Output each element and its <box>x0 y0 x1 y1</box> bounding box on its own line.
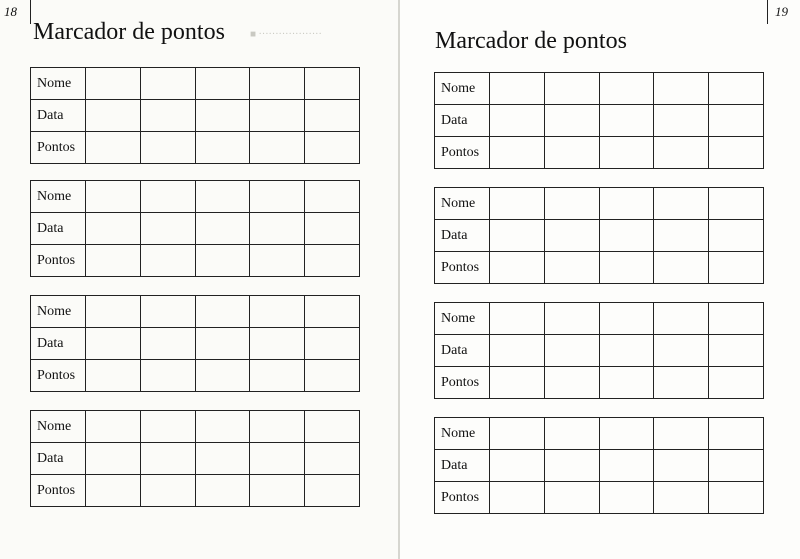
score-cell <box>140 100 195 132</box>
score-cell <box>599 105 654 137</box>
score-cell <box>654 335 709 367</box>
score-cell <box>250 411 305 443</box>
score-cell <box>86 443 141 475</box>
page-title: Marcador de pontos <box>33 19 225 45</box>
score-cell <box>599 418 654 450</box>
score-cell <box>305 181 360 213</box>
page-title: Marcador de pontos <box>435 28 627 54</box>
score-cell <box>305 296 360 328</box>
score-cell <box>709 220 764 252</box>
score-cell <box>195 475 250 507</box>
row-label-points: Pontos <box>435 367 490 399</box>
right-page <box>400 0 800 559</box>
score-cell <box>654 450 709 482</box>
row-label-date: Data <box>31 213 86 245</box>
score-cell <box>195 443 250 475</box>
score-cell <box>140 411 195 443</box>
score-cell <box>86 100 141 132</box>
score-card-8 <box>434 417 764 514</box>
score-cell <box>544 220 599 252</box>
row-label-name: Nome <box>31 411 86 443</box>
score-cell <box>490 418 545 450</box>
score-cell <box>140 296 195 328</box>
score-cell <box>86 181 141 213</box>
score-cell <box>86 296 141 328</box>
score-cell <box>140 181 195 213</box>
score-cell <box>709 303 764 335</box>
score-cell <box>599 303 654 335</box>
score-cell <box>544 418 599 450</box>
score-cell <box>250 132 305 164</box>
page-number-rule <box>30 0 31 24</box>
score-cell <box>544 105 599 137</box>
score-card-7 <box>434 302 764 399</box>
row-label-date: Data <box>435 105 490 137</box>
score-cell <box>709 73 764 105</box>
score-cell <box>654 367 709 399</box>
score-cell <box>195 296 250 328</box>
score-cell <box>140 328 195 360</box>
score-cell <box>195 68 250 100</box>
score-cell <box>490 367 545 399</box>
score-cell <box>195 328 250 360</box>
row-label-points: Pontos <box>31 475 86 507</box>
row-label-points: Pontos <box>435 252 490 284</box>
score-cell <box>86 360 141 392</box>
score-cell <box>250 360 305 392</box>
score-cell <box>654 482 709 514</box>
score-cell <box>250 245 305 277</box>
row-label-date: Data <box>435 220 490 252</box>
score-cell <box>654 303 709 335</box>
bleed-through-text: ■ ··················· <box>250 29 322 40</box>
score-cell <box>305 360 360 392</box>
score-cell <box>599 450 654 482</box>
row-label-name: Nome <box>435 188 490 220</box>
score-cell <box>654 105 709 137</box>
score-cell <box>490 137 545 169</box>
score-cell <box>195 360 250 392</box>
score-cell <box>140 360 195 392</box>
score-cell <box>195 411 250 443</box>
score-cell <box>140 132 195 164</box>
score-card-2 <box>30 180 360 277</box>
score-cell <box>709 188 764 220</box>
score-cell <box>709 482 764 514</box>
score-cell <box>599 137 654 169</box>
score-cell <box>86 213 141 245</box>
score-cell <box>490 450 545 482</box>
score-cell <box>305 443 360 475</box>
score-cell <box>599 252 654 284</box>
score-cell <box>599 73 654 105</box>
score-cell <box>490 105 545 137</box>
score-cell <box>654 418 709 450</box>
score-cell <box>250 475 305 507</box>
score-cell <box>140 68 195 100</box>
score-cell <box>599 482 654 514</box>
score-card-1 <box>30 67 360 164</box>
score-cell <box>709 450 764 482</box>
score-cell <box>709 367 764 399</box>
score-card-4 <box>30 410 360 507</box>
score-cell <box>490 188 545 220</box>
score-cell <box>305 132 360 164</box>
row-label-name: Nome <box>31 68 86 100</box>
page-number: 18 <box>4 4 17 19</box>
score-cell <box>86 132 141 164</box>
score-cell <box>195 245 250 277</box>
score-cell <box>544 482 599 514</box>
row-label-points: Pontos <box>31 360 86 392</box>
score-cell <box>709 252 764 284</box>
score-cell <box>544 188 599 220</box>
score-cell <box>544 335 599 367</box>
row-label-name: Nome <box>435 418 490 450</box>
score-cell <box>195 181 250 213</box>
score-cell <box>544 303 599 335</box>
score-card-3 <box>30 295 360 392</box>
row-label-name: Nome <box>435 73 490 105</box>
page-number: 19 <box>775 4 788 19</box>
score-cell <box>709 105 764 137</box>
score-cell <box>305 100 360 132</box>
score-cell <box>86 475 141 507</box>
score-card-5 <box>434 72 764 169</box>
score-cell <box>140 245 195 277</box>
row-label-points: Pontos <box>435 482 490 514</box>
page-number-rule <box>767 0 768 24</box>
score-cell <box>490 252 545 284</box>
row-label-name: Nome <box>435 303 490 335</box>
score-cell <box>250 68 305 100</box>
score-cell <box>654 73 709 105</box>
score-cell <box>140 443 195 475</box>
score-cell <box>195 213 250 245</box>
score-cell <box>140 475 195 507</box>
score-cell <box>490 220 545 252</box>
score-cell <box>305 213 360 245</box>
row-label-date: Data <box>31 328 86 360</box>
score-card-6 <box>434 187 764 284</box>
score-cell <box>490 73 545 105</box>
score-cell <box>599 335 654 367</box>
row-label-points: Pontos <box>31 245 86 277</box>
score-cell <box>305 411 360 443</box>
row-label-name: Nome <box>31 296 86 328</box>
score-cell <box>654 188 709 220</box>
score-cell <box>709 418 764 450</box>
score-cell <box>305 475 360 507</box>
score-cell <box>599 220 654 252</box>
score-cell <box>195 132 250 164</box>
row-label-date: Data <box>435 450 490 482</box>
score-cell <box>195 100 250 132</box>
score-cell <box>544 73 599 105</box>
score-cell <box>544 367 599 399</box>
score-cell <box>250 100 305 132</box>
row-label-date: Data <box>31 443 86 475</box>
score-cell <box>250 213 305 245</box>
score-cell <box>544 252 599 284</box>
row-label-date: Data <box>31 100 86 132</box>
score-cell <box>709 335 764 367</box>
score-cell <box>709 137 764 169</box>
row-label-points: Pontos <box>435 137 490 169</box>
score-cell <box>140 213 195 245</box>
score-cell <box>86 245 141 277</box>
row-label-points: Pontos <box>31 132 86 164</box>
score-cell <box>490 335 545 367</box>
row-label-name: Nome <box>31 181 86 213</box>
score-cell <box>86 411 141 443</box>
score-cell <box>250 296 305 328</box>
score-cell <box>305 245 360 277</box>
score-cell <box>544 450 599 482</box>
score-cell <box>305 68 360 100</box>
score-cell <box>250 181 305 213</box>
score-cell <box>86 328 141 360</box>
score-cell <box>544 137 599 169</box>
score-cell <box>654 137 709 169</box>
score-cell <box>250 328 305 360</box>
score-cell <box>654 220 709 252</box>
row-label-date: Data <box>435 335 490 367</box>
score-cell <box>490 482 545 514</box>
score-cell <box>305 328 360 360</box>
score-cell <box>599 188 654 220</box>
score-cell <box>86 68 141 100</box>
score-cell <box>490 303 545 335</box>
score-cell <box>250 443 305 475</box>
score-cell <box>654 252 709 284</box>
score-cell <box>599 367 654 399</box>
